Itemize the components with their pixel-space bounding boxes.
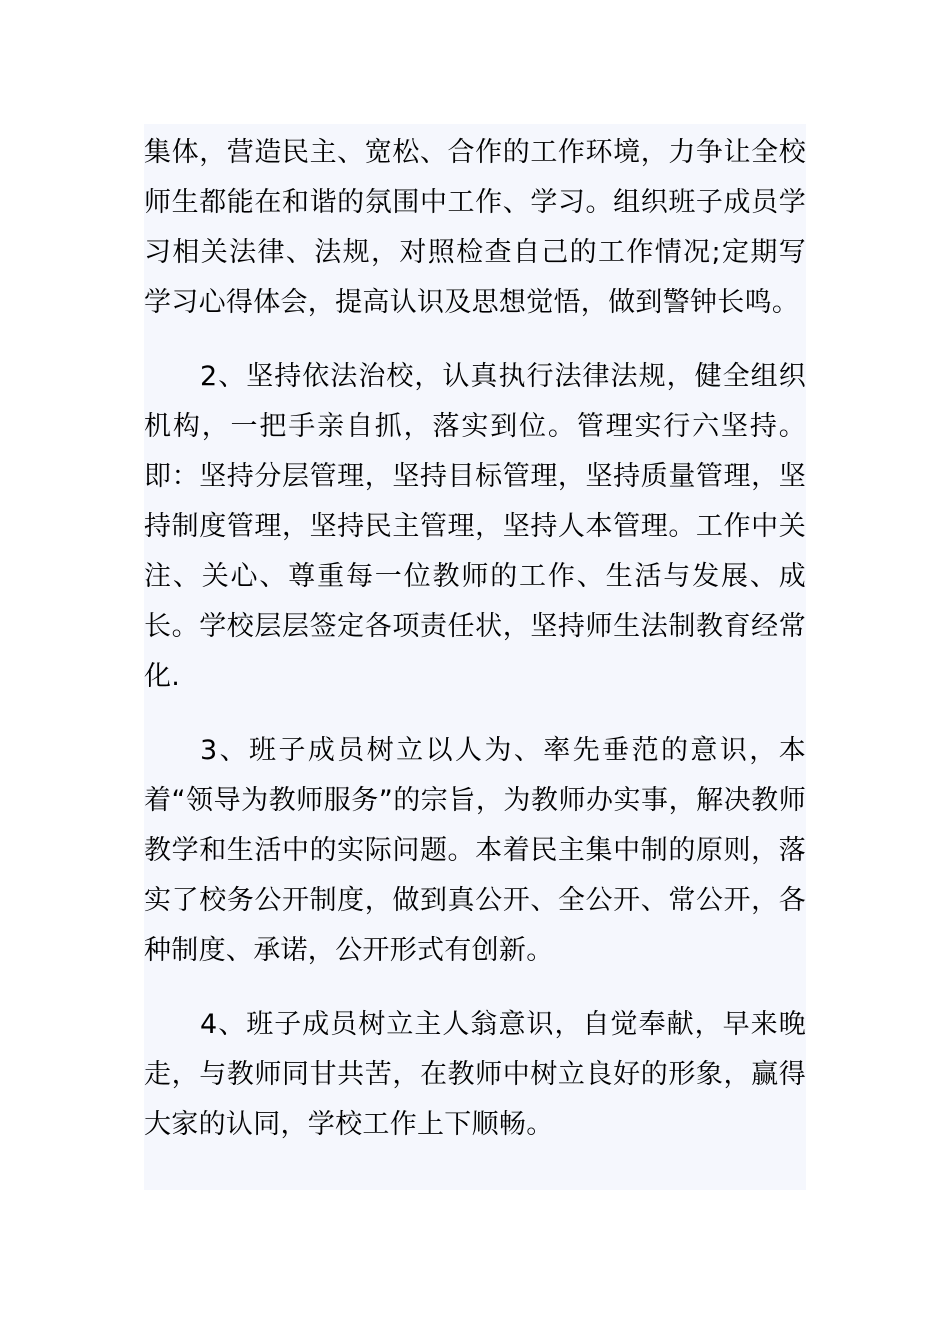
paragraph-item-3: 3、班子成员树立以人为、率先垂范的意识，本着“领导为教师服务”的宗旨，为教师办实事，解决教师教学和生活中的实际问题。本着民主集中制的原则，落实了校务公开制度，做到真公开、全公开、常公开，各种制度、承诺，公开形式有创新。	[144, 735, 806, 966]
paragraph-item-2: 2、坚持依法治校，认真执行法律法规，健全组织机构，一把手亲自抓，落实到位。管理实行六坚持。即：坚持分层管理，坚持目标管理，坚持质量管理，坚持制度管理，坚持民主管理，坚持人本管理。工作中关注、关心、尊重每一位教师的工作、生活与发展、成长。学校层层签定各项责任状，坚持师生法制教育经常化.	[144, 361, 806, 692]
paragraph-continuation: 集体，营造民主、宽松、合作的工作环境，力争让全校师生都能在和谐的氛围中工作、学习。组织班子成员学习相关法律、法规，对照检查自己的工作情况;定期写学习心得体会，提高认识及思想觉悟，做到警钟长鸣。	[144, 137, 806, 318]
paragraph-item-4: 4、班子成员树立主人翁意识，自觉奉献，早来晚走，与教师同甘共苦，在教师中树立良好的形象，赢得大家的认同，学校工作上下顺畅。	[144, 1009, 806, 1140]
document-text-block	[144, 124, 806, 1190]
